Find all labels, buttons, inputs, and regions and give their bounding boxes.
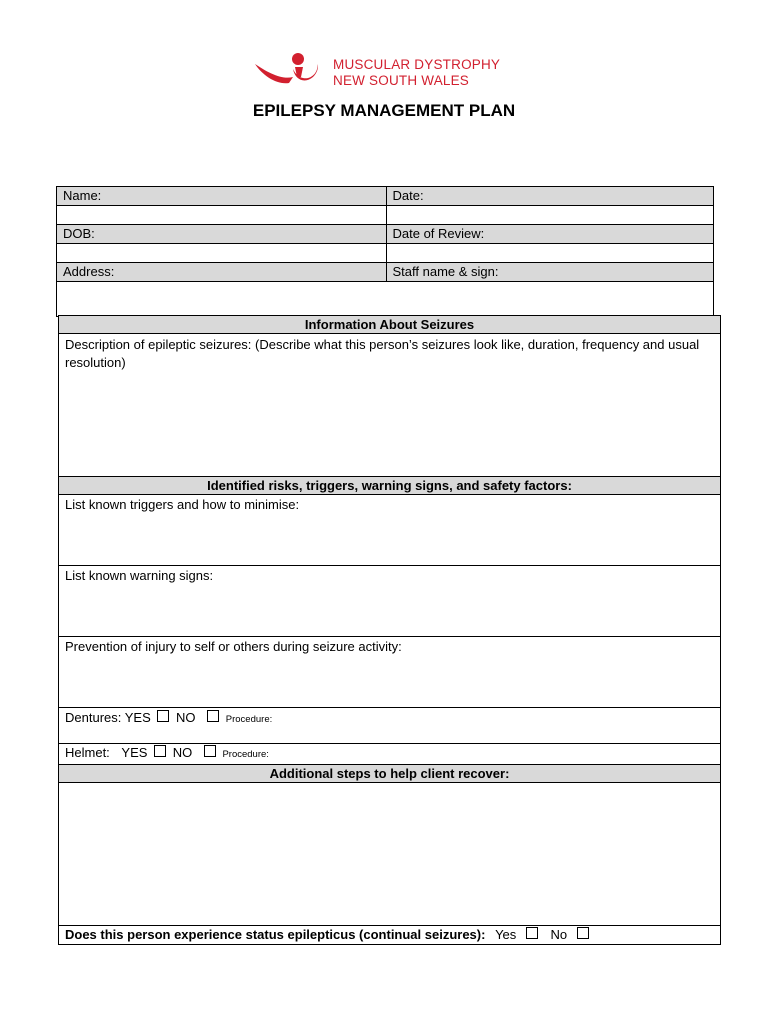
review-date-label: Date of Review: xyxy=(386,225,714,244)
recovery-field[interactable] xyxy=(59,783,721,926)
dentures-procedure-label: Procedure: xyxy=(225,714,273,725)
name-label: Name: xyxy=(57,187,387,206)
logo xyxy=(253,50,528,94)
helmet-yes-label: YES xyxy=(121,745,148,760)
prevention-label: Prevention of injury to self or others during seizure activity: xyxy=(65,639,402,654)
seizures-header: Information About Seizures xyxy=(59,316,721,334)
status-no-checkbox[interactable] xyxy=(577,927,589,939)
seizure-info-table xyxy=(58,315,721,945)
helmet-no-label: NO xyxy=(172,745,193,760)
review-date-field[interactable] xyxy=(386,244,714,263)
date-label: Date: xyxy=(386,187,714,206)
logo-text-line1: MUSCULAR DYSTROPHY xyxy=(333,57,501,72)
dob-field[interactable] xyxy=(57,244,387,263)
date-field[interactable] xyxy=(386,206,714,225)
dentures-row xyxy=(59,708,721,744)
staff-sign-label: Staff name & sign: xyxy=(386,263,714,282)
recovery-header: Additional steps to help client recover: xyxy=(59,765,721,783)
triggers-label: List known triggers and how to minimise: xyxy=(65,497,300,512)
page-title: EPILEPSY MANAGEMENT PLAN xyxy=(252,101,516,120)
helmet-row xyxy=(59,744,721,765)
dob-label: DOB: xyxy=(57,225,387,244)
risks-header: Identified risks, triggers, warning signs, and safety factors: xyxy=(59,477,721,495)
warning-signs-label: List known warning signs: xyxy=(65,568,214,583)
helmet-procedure-label: Procedure: xyxy=(222,749,269,760)
status-no-label: No xyxy=(550,927,568,942)
dentures-no-checkbox[interactable] xyxy=(207,710,219,722)
address-field[interactable] xyxy=(57,282,714,317)
seizure-description-field[interactable] xyxy=(59,334,721,477)
status-yes-label: Yes xyxy=(495,927,517,942)
status-epilepticus-question: Does this person experience status epilepticus (continual seizures): xyxy=(65,927,486,942)
helmet-no-checkbox[interactable] xyxy=(204,745,216,757)
triggers-field[interactable] xyxy=(59,495,721,566)
prevention-field[interactable] xyxy=(59,637,721,708)
status-yes-checkbox[interactable] xyxy=(526,927,538,939)
logo-text-line2: NEW SOUTH WALES xyxy=(333,73,470,88)
warning-signs-field[interactable] xyxy=(59,566,721,637)
status-epilepticus-row xyxy=(59,926,721,945)
seizure-description-label: Description of epileptic seizures: (Describe what this person’s seizures look like, duration, frequency and usual resolution) xyxy=(65,337,700,370)
helmet-yes-checkbox[interactable] xyxy=(154,745,166,757)
personal-details-table xyxy=(56,186,714,317)
dentures-label: Dentures: YES xyxy=(65,710,151,725)
helmet-label: Helmet: xyxy=(65,745,110,760)
dentures-yes-checkbox[interactable] xyxy=(157,710,169,722)
name-field[interactable] xyxy=(57,206,387,225)
dentures-no-label: NO xyxy=(176,710,196,725)
address-label: Address: xyxy=(57,263,387,282)
logo-mark-icon xyxy=(253,50,329,94)
